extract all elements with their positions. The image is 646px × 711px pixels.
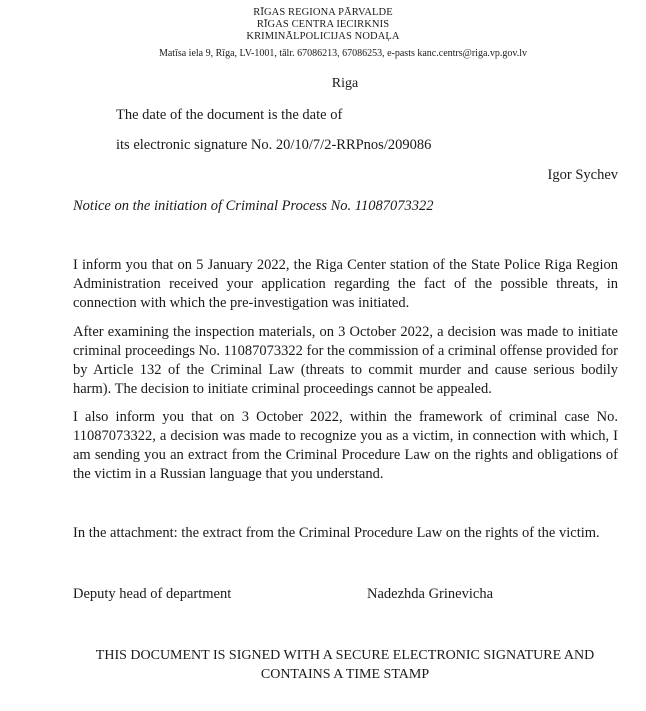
attachment-note: In the attachment: the extract from the Criminal Procedure Law on the rights of the victim. — [73, 525, 600, 541]
signer-name: Nadezhda Grinevicha — [367, 586, 494, 602]
document-date-line-2: its electronic signature No. 20/10/7/2-RRPnos/209086 — [116, 137, 432, 153]
letterhead-line-1: RĪGAS REGIONA PĀRVALDE — [253, 7, 393, 18]
notice-title: Notice on the initiation of Criminal Process No. 11087073322 — [73, 198, 434, 214]
body-paragraph-1: I inform you that on 5 January 2022, the Riga Center station of the State Police Riga Region Administration received your application regarding the fact of the possible threats, in connection with which the pre-investigation was initiated. — [73, 257, 618, 311]
document-date-line-1: The date of the document is the date of — [116, 107, 343, 123]
letterhead-address: Matīsa iela 9, Rīga, LV-1001, tālr. 67086213, 67086253, e-pasts kanc.centrs@riga.vp.gov.lv — [158, 48, 528, 59]
body-paragraph-3: I also inform you that on 3 October 2022, within the framework of criminal case No. 11087073322, a decision was made to recognize you as a victim, in connection with which, I am sending you an extract from the Criminal Procedure Law on the rights and obligations of the victim in a Russian language that you understand. — [73, 409, 618, 482]
letterhead-line-2: RĪGAS CENTRA IECIRKNIS — [256, 19, 390, 30]
electronic-signature-notice — [0, 646, 646, 684]
letterhead — [0, 7, 646, 43]
place-of-issue: Riga — [331, 76, 359, 91]
body-paragraph-2: After examining the inspection materials, on 3 October 2022, a decision was made to initiate criminal proceedings No. 11087073322 for the commission of a criminal offense provided for by Article 132 of the Criminal Law (threats to commit murder and cause serious bodily harm). The decision to initiate criminal proceedings cannot be appealed. — [73, 324, 618, 397]
recipient-name: Igor Sychev — [547, 167, 618, 183]
signature-notice-line-2: CONTAINS A TIME STAMP — [260, 667, 430, 682]
signature-notice-line-1: THIS DOCUMENT IS SIGNED WITH A SECURE ELECTRONIC SIGNATURE AND — [95, 648, 595, 663]
letterhead-line-3: KRIMINĀLPOLICIJAS NODAĻA — [246, 31, 400, 42]
signer-role: Deputy head of department — [73, 586, 232, 602]
